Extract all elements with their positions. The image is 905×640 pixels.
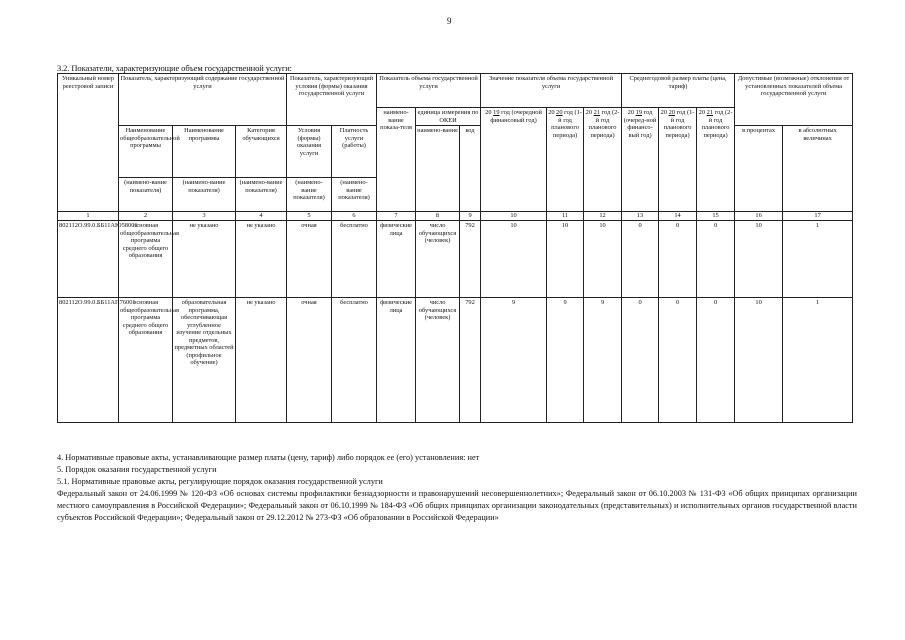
note-fee-acts: 4. Нормативные правовые акты, устанавливающие размер платы (цену, тариф) либо порядок ее (его) установления: нет <box>57 453 480 462</box>
column-number: 13 <box>622 212 659 221</box>
unit-name: число обучающихся (человек) <box>416 221 460 298</box>
header-name-indicator-3: (наимено-вание показателя) <box>173 178 236 212</box>
column-number: 14 <box>659 212 697 221</box>
header-indicator-name: наимено-вание показа-теля <box>377 108 416 212</box>
volume-year-2: 9 <box>547 298 584 423</box>
header-name-indicator-2: (наимено-вание показателя) <box>119 178 173 212</box>
header-conditions-indicator: Показатель, характеризующий условия (формы) оказания государственной услуги <box>287 74 377 126</box>
header-name-indicator-6: (наимено-вание показателя) <box>332 178 377 212</box>
program-name: образовательная программа, обеспечивающая углубленное изучение отдельных предметов, предметных областей (профильное обучение) <box>173 298 236 423</box>
column-number: 3 <box>173 212 236 221</box>
fee-year-1: 0 <box>622 221 659 298</box>
volume-year-1: 10 <box>481 221 547 298</box>
header-fee-year-2: 20 20 год (1-й год планового периода) <box>659 108 697 212</box>
volume-indicators-table <box>57 73 853 423</box>
column-number: 16 <box>735 212 783 221</box>
header-volume-year-3: 20 21 год (2-й год планового периода) <box>584 108 622 212</box>
okei-code: 792 <box>460 298 481 423</box>
header-fee-year-3: 20 21 год (2-й год планового периода) <box>697 108 735 212</box>
fee-year-3: 0 <box>697 298 735 423</box>
header-service-conditions: Условия (формы) оказания услуги <box>287 126 332 178</box>
fee-year-3: 0 <box>697 221 735 298</box>
indicator-name: физические лица <box>377 221 416 298</box>
column-number: 11 <box>547 212 584 221</box>
service-payment: бесплатно <box>332 221 377 298</box>
volume-year-2: 10 <box>547 221 584 298</box>
header-volume-year-2: 20 20 год (1-й год планового периода) <box>547 108 584 212</box>
header-avg-fee: Среднегодовой размер платы (цена, тариф) <box>622 74 735 108</box>
edu-program: основная общеобразовательная программа среднего общего образования <box>119 298 173 423</box>
table-row <box>58 221 853 298</box>
section-title: 3.2. Показатели, характеризующие объем государственной услуги: <box>57 63 292 73</box>
volume-year-1: 9 <box>481 298 547 423</box>
registry-code: 802112О.99.0.ББ11АП76001 <box>58 298 119 423</box>
header-content-indicator: Показатель, характеризующий содержание государственной услуги <box>119 74 287 126</box>
note-service-order: 5. Порядок оказания государственной услуги <box>57 465 217 475</box>
table-row <box>58 298 853 423</box>
service-form: очная <box>287 298 332 423</box>
laws-list: Федеральный закон от 24.06.1999 № 120-ФЗ «Об основах системы профилактики безнадзорности и правонарушений несовершеннолетних»; Федеральный закон от 06.10.2003 № 131-ФЗ «Об общих принципах организации местного самоуправления в Российской Федерации»; Федеральный закон от 06.10.1999 № 184-ФЗ «Об общих принципах организации законодательных (представительных) и исполнительных органов государственной власти субъектов Российской Федерации»; Федеральный закон от 29.12.2012 № 273-ФЗ «Об образовании в Российской Федерации» <box>57 489 857 523</box>
volume-year-3: 9 <box>584 298 622 423</box>
header-unique-number: Уникальный номер реестровой записи <box>58 74 119 212</box>
header-in-absolute: в абсолютных величинах <box>783 126 853 212</box>
column-number: 10 <box>481 212 547 221</box>
header-fee-year-1: 20 19 год (очеред-ной финансо-вый год) <box>622 108 659 212</box>
deviation-percent: 10 <box>735 221 783 298</box>
column-number: 5 <box>287 212 332 221</box>
column-number: 6 <box>332 212 377 221</box>
header-unit-code: код <box>460 126 481 212</box>
page-number: 9 <box>447 16 452 26</box>
student-category: не указано <box>236 298 287 423</box>
header-unit-name: наимено-вание <box>416 126 460 212</box>
column-number: 15 <box>697 212 735 221</box>
edu-program: основная общеобразовательная программа среднего общего образования <box>119 221 173 298</box>
okei-code: 792 <box>460 221 481 298</box>
header-student-category: Категория обучающихся <box>236 126 287 178</box>
unit-name: число обучающихся (человек) <box>416 298 460 423</box>
header-in-percent: в процентах <box>735 126 783 212</box>
service-form: очная <box>287 221 332 298</box>
service-payment: бесплатно <box>332 298 377 423</box>
header-name-indicator-4: (наимено-вание показателя) <box>236 178 287 212</box>
deviation-absolute: 1 <box>783 221 853 298</box>
header-name-indicator-5: (наимено-вание показателя) <box>287 178 332 212</box>
header-volume-year-1: 20 19 год (очередной финансовый год) <box>481 108 547 212</box>
registry-code: 802112О.99.0.ББ11АЮ58001 <box>58 221 119 298</box>
header-program-name: Наименование программы <box>173 126 236 178</box>
deviation-percent: 10 <box>735 298 783 423</box>
program-name: не указано <box>173 221 236 298</box>
column-number: 2 <box>119 212 173 221</box>
student-category: не указано <box>236 221 287 298</box>
volume-year-3: 10 <box>584 221 622 298</box>
header-deviations: Допустимые (возможные) отклонения от установленных показателей объема государственной услуги <box>735 74 853 126</box>
notes-section <box>57 452 857 525</box>
column-number: 9 <box>460 212 481 221</box>
header-unit: единица измерения по ОКЕИ <box>416 108 481 126</box>
fee-year-1: 0 <box>622 298 659 423</box>
column-number: 7 <box>377 212 416 221</box>
fee-year-2: 0 <box>659 221 697 298</box>
header-service-payment: Платность услуги (работы) <box>332 126 377 178</box>
fee-year-2: 0 <box>659 298 697 423</box>
header-volume-indicator: Показатель объема государственной услуги <box>377 74 481 108</box>
column-number: 8 <box>416 212 460 221</box>
note-regulating-acts: 5.1. Нормативные правовые акты, регулирующие порядок оказания государственной услуги <box>57 477 383 487</box>
column-number: 12 <box>584 212 622 221</box>
deviation-absolute: 1 <box>783 298 853 423</box>
column-number: 4 <box>236 212 287 221</box>
header-volume-values: Значение показателя объема государственной услуги <box>481 74 622 108</box>
column-number: 1 <box>58 212 119 221</box>
column-number: 17 <box>783 212 853 221</box>
header-edu-program-name: Наименование общеобразовательной программы <box>119 126 173 178</box>
indicator-name: физические лица <box>377 298 416 423</box>
